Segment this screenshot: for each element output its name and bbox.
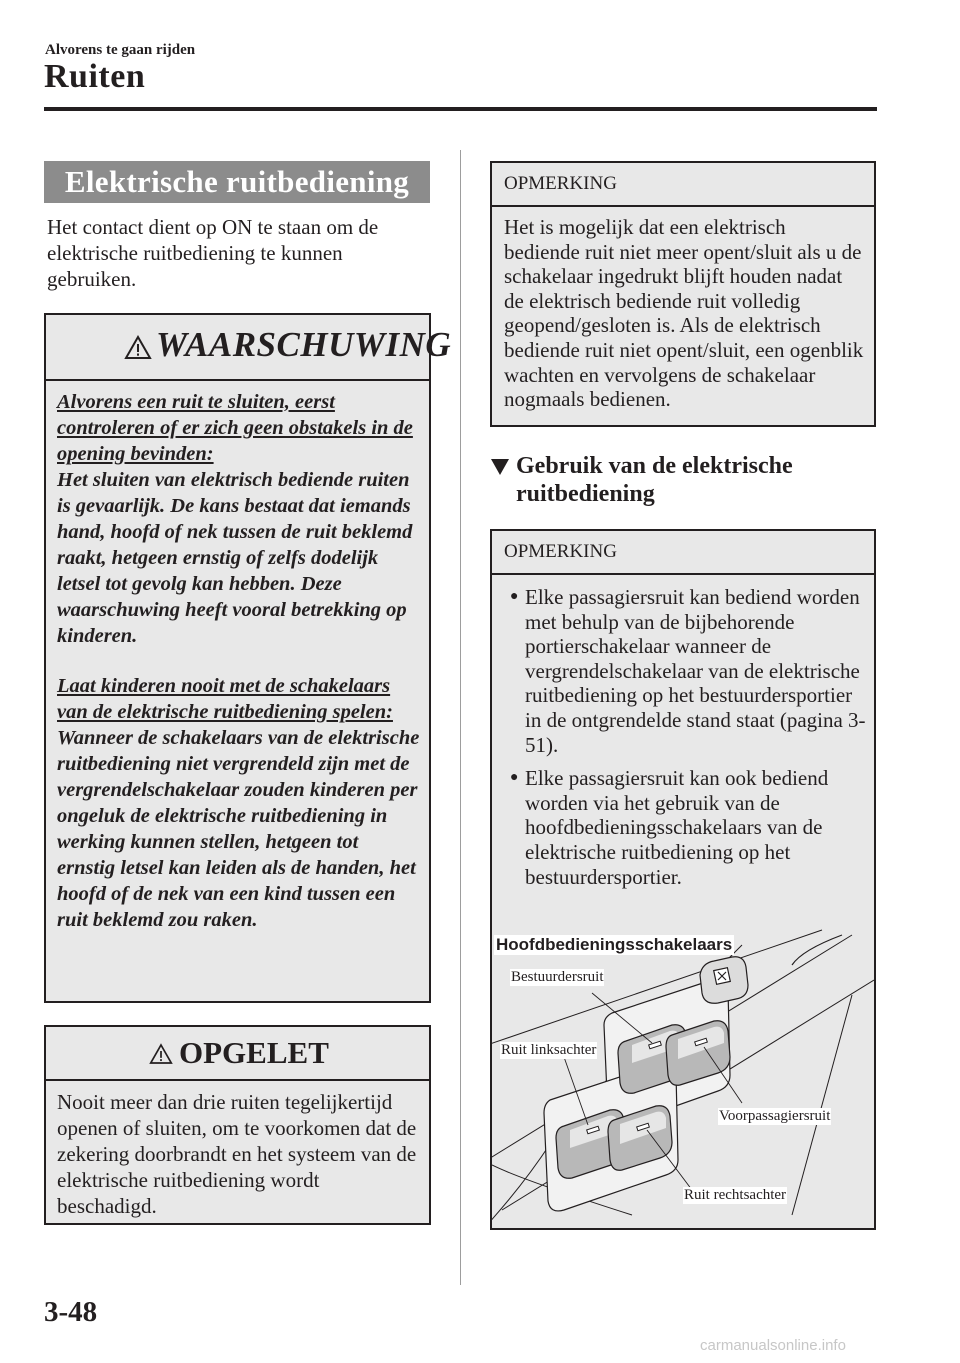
warning-text-2: Wanneer de schakelaars van de elektrische ruitbediening niet vergrendeld zijn met de vergrendelschakelaar zouden kinderen per ongeluk de elektrische ruitbediening in werking kunnen stellen, hetgeen tot ernstig letsel kan leiden als de handen, het hoofd of de nek van een kind tussen een ruit beklemd zou raken.: [57, 727, 420, 931]
note-box-1: [490, 161, 876, 427]
warning-heading-1: Alvorens een ruit te sluiten, eerst controleren of er zich geen obstakels in de opening bevinden:: [57, 391, 413, 465]
note-header-2: [492, 531, 874, 575]
header-rule: [44, 107, 877, 111]
note-header-1: [492, 163, 874, 207]
warning-text-1: Het sluiten van elektrisch bediende ruiten is gevaarlijk. De kans bestaat dat iemands hand, hoofd of nek tussen de ruit beklemd raakt, hetgeen ernstig of zelfs dodelijk letsel tot gevolg kan hebben. Deze waarschuwing heeft vooral betrekking op kinderen.: [57, 469, 413, 647]
figure-label-front-passenger: Voorpassagiersruit: [719, 1108, 831, 1124]
watermark: carmanualsonline.info: [700, 1337, 846, 1354]
chapter-title: Ruiten: [44, 58, 146, 95]
window-switch-illustration: [492, 925, 874, 1228]
caution-title: OPGELET: [179, 1035, 329, 1070]
section-intro: Het contact dient op ON te staan om de elektrische ruitbediening te kunnen gebruiken.: [47, 215, 379, 291]
figure-label-rear-left: Ruit linksachter: [501, 1042, 597, 1058]
note-title-1: OPMERKING: [504, 173, 617, 194]
figure-label-master: Hoofdbedieningsschakelaars: [496, 935, 733, 954]
warning-triangle-icon: [124, 335, 152, 360]
warning-heading-2: Laat kinderen nooit met de schakelaars van de elektrische ruitbediening spelen:: [57, 675, 393, 723]
note-text-1: Het is mogelijk dat een elektrisch bediende ruit niet meer opent/sluit als u de schakelaar ingedrukt blijft houden nadat de elektrisch bediende ruit volledig geopend/gesloten is. Als de elektrisch bediende ruit niet opent/sluit, een ogenblik wachten en vervolgens de schakelaar nogmaals bedienen.: [504, 215, 864, 412]
note-bullet-list: [492, 575, 874, 889]
figure-label-driver: Bestuurdersruit: [511, 969, 604, 985]
list-item-text: Elke passagiersruit kan bediend worden met behulp van de bijbehorende portierschakelaar wanneer de vergrendelschakelaar van de elektrische ruitbediening op het bestuurdersportier in de ontgrendelde stand staat (pagina 3-51).: [525, 585, 866, 757]
warning-header: [46, 315, 452, 381]
section-title: Elektrische ruitbediening: [44, 161, 430, 203]
breadcrumb: Alvorens te gaan rijden: [45, 42, 196, 58]
column-divider: [460, 150, 461, 1285]
caution-text: Nooit meer dan drie ruiten tegelijkertijd openen of sluiten, om te voorkomen dat de zekering doorbrandt en het systeem van de elektrische ruitbediening wordt beschadigd.: [57, 1090, 417, 1218]
list-item-text: Elke passagiersruit kan ook bediend worden via het gebruik van de hoofdbedieningsschakelaars van de elektrische ruitbediening op het bestuurdersportier.: [525, 766, 829, 889]
caution-box: [44, 1025, 431, 1225]
warning-body: [46, 381, 429, 933]
subsection-title: Gebruik van de elektrische ruitbediening: [516, 453, 793, 507]
triangle-down-icon: [490, 458, 510, 476]
warning-box: [44, 313, 452, 1003]
bullet-dot-icon: ●: [510, 589, 519, 604]
list-item: [502, 766, 868, 889]
list-item: [502, 585, 868, 757]
page-number: 3-48: [44, 1296, 98, 1328]
warning-triangle-icon: [149, 1043, 173, 1065]
figure-label-rear-right: Ruit rechtsachter: [684, 1187, 787, 1203]
note-title-2: OPMERKING: [504, 541, 617, 562]
bullet-dot-icon: ●: [510, 770, 519, 786]
warning-title: WAARSCHUWING: [156, 325, 452, 364]
caution-header: [46, 1027, 429, 1081]
